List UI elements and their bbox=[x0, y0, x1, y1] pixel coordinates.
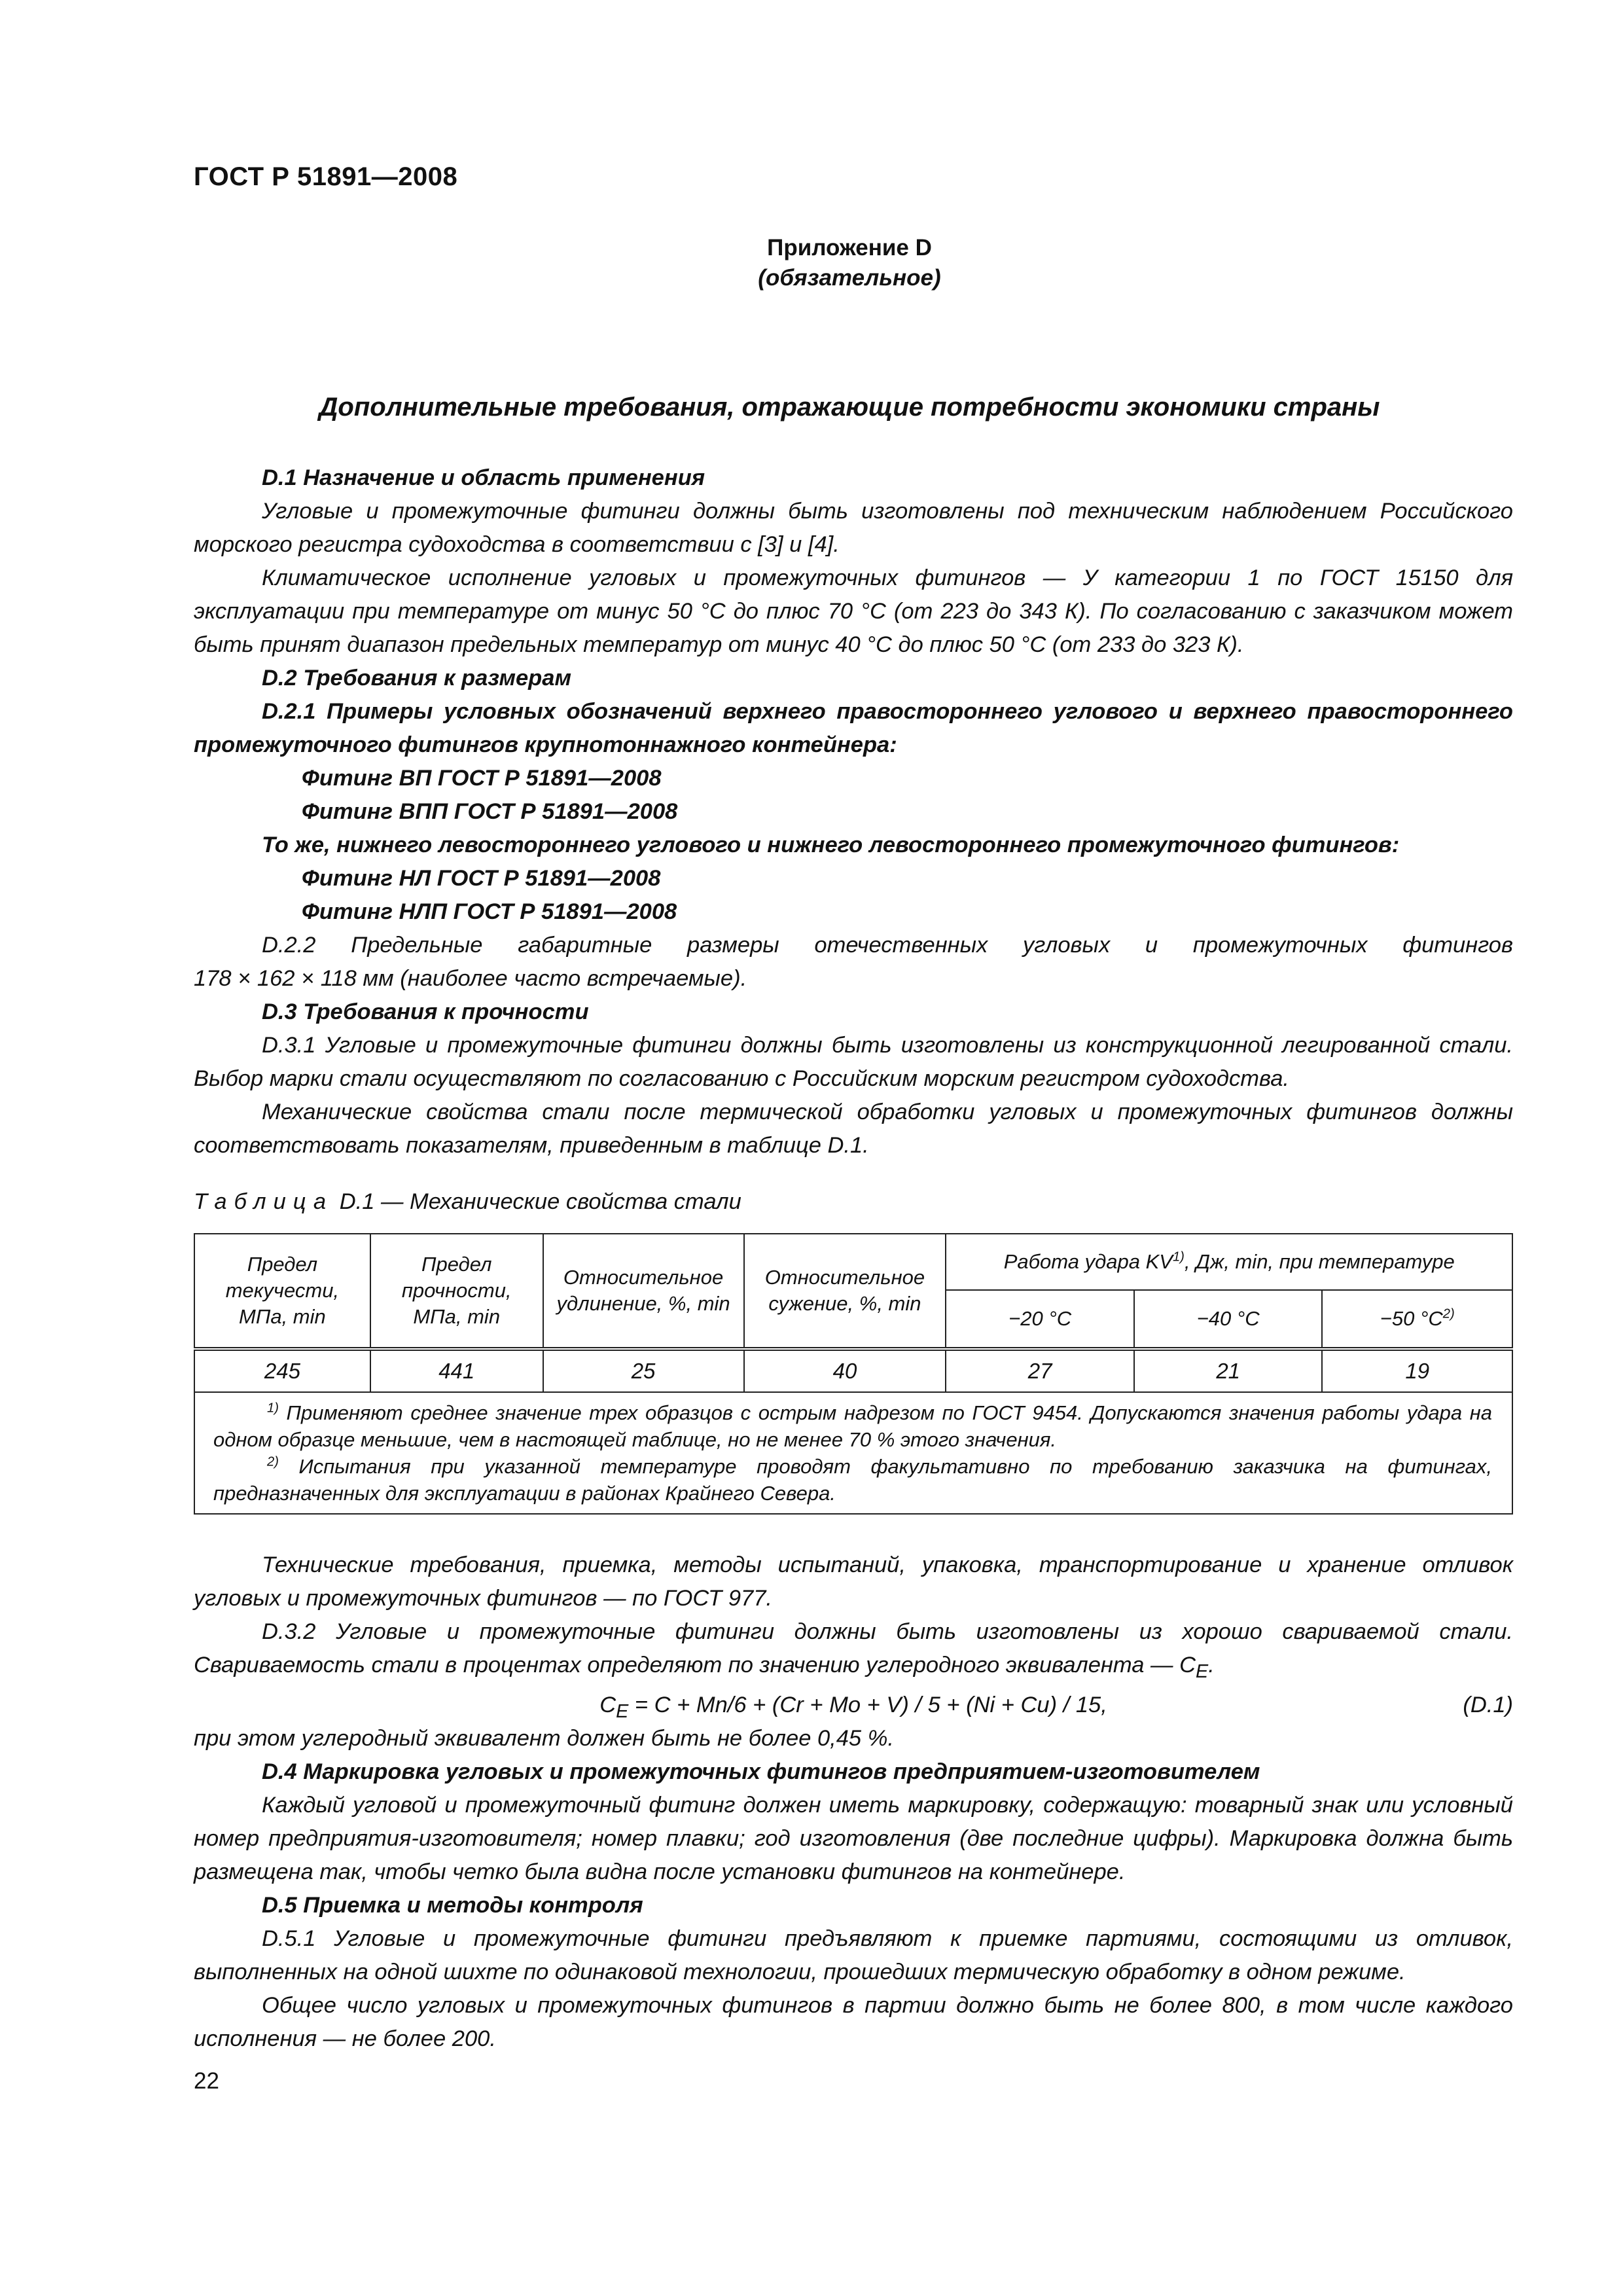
header-elongation: Относительное удлинение, %, min bbox=[543, 1234, 744, 1349]
document-code-header: ГОСТ Р 51891—2008 bbox=[194, 162, 458, 191]
table-cell: 40 bbox=[744, 1349, 946, 1392]
designation-vpp: Фитинг ВПП ГОСТ Р 51891—2008 bbox=[302, 799, 678, 824]
table-cell: 25 bbox=[543, 1349, 744, 1392]
paragraph-d3-2: D.3.2 Угловые и промежуточные фитинги должны быть изготовлены из хорошо свариваемой стали. Свариваемость стали в процентах определяют по значению углеродного эквивалента — $C_E$. bbox=[194, 1619, 1513, 1682]
table-cell: 27 bbox=[946, 1349, 1134, 1392]
table-caption-word: Таблица bbox=[194, 1189, 334, 1214]
table-caption bbox=[194, 1189, 741, 1215]
formula-d1 bbox=[194, 1689, 1513, 1722]
heading-d3: D.3 Требования к прочности bbox=[262, 999, 589, 1024]
annex-title: Приложение D bbox=[767, 235, 932, 260]
heading-d1: D.1 Назначение и область применения bbox=[262, 465, 705, 490]
table-caption-text: D.1 — Механические свойства стали bbox=[339, 1189, 741, 1214]
section-bottom bbox=[194, 1549, 1513, 2056]
header-tensile-strength: Предел прочности, МПа, min bbox=[370, 1234, 543, 1349]
annex-main-title: Дополнительные требования, отражающие потребности экономики страны bbox=[319, 393, 1380, 422]
table-note-1: $^{1)}$ Применяют среднее значение трех образцов с острым надрезом по ГОСТ 9454. Допускаются значения работы удара на одном образце меньшие, чем в настоящей таблице, но не менее 70 % этого значения. bbox=[213, 1401, 1492, 1451]
section-top bbox=[194, 461, 1513, 1162]
table-notes bbox=[194, 1392, 1512, 1514]
formula-expression: $C_E = C + Mn/6 + (Cr + Mo + V) / 5 + (Ni + Cu) / 15$, bbox=[599, 1692, 1107, 1722]
annex-heading bbox=[0, 233, 1623, 293]
paragraph-d4: Каждый угловой и промежуточный фитинг должен иметь маркировку, содержащую: товарный знак или условный номер предприятия-изготовителя; номер плавки; год изготовления (две последние цифры). Маркировка должна быть размещена так, чтобы четко была видна после установки фитингов на контейнере. bbox=[194, 1792, 1513, 1884]
annex-status: (обязательное) bbox=[758, 265, 941, 291]
table-cell: 245 bbox=[194, 1349, 370, 1392]
designation-nl: Фитинг НЛ ГОСТ Р 51891—2008 bbox=[302, 866, 661, 891]
heading-d4: D.4 Маркировка угловых и промежуточных фитингов предприятием-изготовителем bbox=[262, 1759, 1260, 1784]
paragraph-d3-1: D.3.1 Угловые и промежуточные фитинги должны быть изготовлены из конструкционной легированной стали. Выбор марки стали осуществляют по согласованию с Российским морским регистром судоходства. bbox=[194, 1033, 1513, 1091]
table-cell: 21 bbox=[1134, 1349, 1323, 1392]
header-temp-minus20: −20 °C bbox=[946, 1290, 1134, 1349]
paragraph-d5-1-2: Общее число угловых и промежуточных фитингов в партии должно быть не более 800, в том числе каждого исполнения — не более 200. bbox=[194, 1992, 1513, 2051]
header-yield-strength: Предел текучести, МПа, min bbox=[194, 1234, 370, 1349]
paragraph-d3-1-2: Механические свойства стали после термической обработки угловых и промежуточных фитингов должны соответствовать показателям, приведенным в таблице D.1. bbox=[194, 1100, 1513, 1158]
header-impact-energy: Работа удара KV$^{1)}$, Дж, min, при температуре bbox=[946, 1234, 1512, 1290]
paragraph-carbon-limit: при этом углеродный эквивалент должен быть не более 0,45 %. bbox=[194, 1725, 894, 1751]
table-row bbox=[194, 1349, 1512, 1392]
table-cell: 19 bbox=[1322, 1349, 1512, 1392]
paragraph-d1-1: Угловые и промежуточные фитинги должны быть изготовлены под техническим наблюдением Российского морского регистра судоходства в соответствии с [3] и [4]. bbox=[194, 499, 1513, 557]
mechanical-properties-table bbox=[194, 1233, 1513, 1515]
paragraph-d2-2-line2: 178 × 162 × 118 мм (наиболее часто встречаемые). bbox=[194, 966, 747, 991]
header-reduction: Относительное сужение, %, min bbox=[744, 1234, 946, 1349]
paragraph-d2-1: D.2.1 Примеры условных обозначений верхнего правостороннего углового и верхнего правостороннего промежуточного фитингов крупнотоннажного контейнера: bbox=[194, 699, 1513, 757]
designation-nlp: Фитинг НЛП ГОСТ Р 51891—2008 bbox=[302, 899, 677, 924]
formula-number: (D.1) bbox=[1463, 1692, 1513, 1717]
table-cell: 441 bbox=[370, 1349, 543, 1392]
paragraph-d5-1: D.5.1 Угловые и промежуточные фитинги предъявляют к приемке партиями, состоящими из отливок, выполненных на одной шихте по одинаковой технологии, прошедших термическую обработку в одном режиме. bbox=[194, 1926, 1513, 1984]
designation-vp: Фитинг ВП ГОСТ Р 51891—2008 bbox=[302, 766, 662, 791]
paragraph-d1-2: Климатическое исполнение угловых и промежуточных фитингов — У категории 1 по ГОСТ 15150 для эксплуатации при температуре от минус 50 °С до плюс 70 °С (от 223 до 343 К). По согласованию с заказчиком может быть принят диапазон предельных температур от минус 40 °С до плюс 50 °С (от 233 до 323 К). bbox=[194, 565, 1513, 657]
paragraph-same-lower: То же, нижнего левостороннего углового и нижнего левостороннего промежуточного фитингов: bbox=[262, 833, 1400, 857]
paragraph-d2-2-line1: D.2.2 Предельные габаритные размеры отечественных угловых и промежуточных фитингов bbox=[262, 933, 1513, 958]
heading-d2: D.2 Требования к размерам bbox=[262, 666, 571, 691]
page-number: 22 bbox=[194, 2068, 219, 2094]
header-temp-minus50: −50 $^\circ C^{2)}$ bbox=[1322, 1290, 1512, 1349]
heading-d5: D.5 Приемка и методы контроля bbox=[262, 1892, 643, 1918]
paragraph-tech-requirements: Технические требования, приемка, методы испытаний, упаковка, транспортирование и хранение отливок угловых и промежуточных фитингов — по ГОСТ 977. bbox=[194, 1552, 1513, 1611]
header-temp-minus40: −40 °C bbox=[1134, 1290, 1323, 1349]
table-note-2: $^{2)}$ Испытания при указанной температуре проводят факультативно по требованию заказчика на фитингах, предназначенных для эксплуатации в районах Крайнего Севера. bbox=[213, 1454, 1492, 1505]
